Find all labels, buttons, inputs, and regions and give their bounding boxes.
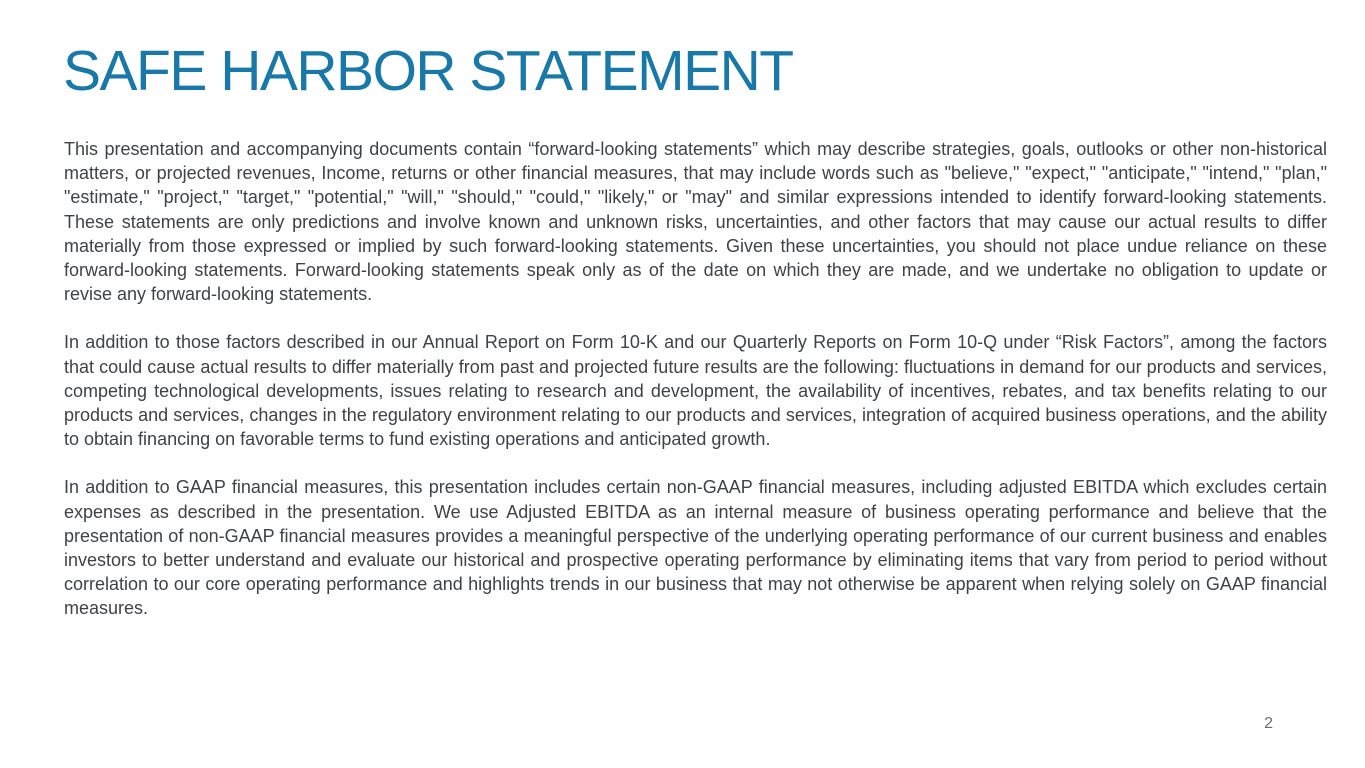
safe-harbor-paragraph-risk-factors: In addition to those factors described in our Annual Report on Form 10-K and our Quarterly Reports on Form 10-Q under “Risk Factors”, among the factors that could cause actual results to differ materially from past and projected future results are the following: fluctuations in demand for our products and services, competing technological developments, issues relating to research and development, the availability of incentives, rebates, and tax benefits relating to our products and services, changes in the regulatory environment relating to our products and services, integration of acquired business operations, and the ability to obtain financing on favorable terms to fund existing operations and anticipated growth. [64, 332, 1327, 450]
safe-harbor-paragraph-forward-looking: This presentation and accompanying documents contain “forward-looking statements” which may describe strategies, goals, outlooks or other non-historical matters, or projected revenues, Income, returns or other financial measures, that may include words such as "believe," "expect," "anticipate," "intend," "plan," "estimate," "project," "target," "potential," "will," "should," "could," "likely," or "may" and similar expressions intended to identify forward-looking statements. These statements are only predictions and involve known and unknown risks, uncertainties, and other factors that may cause our actual results to differ materially from those expressed or implied by such forward-looking statements. Given these uncertainties, you should not place undue reliance on these forward-looking statements. Forward-looking statements speak only as of the date on which they are made, and we undertake no obligation to update or revise any forward-looking statements. [64, 139, 1327, 305]
slide-title: SAFE HARBOR STATEMENT [63, 39, 793, 103]
slide-body [64, 137, 1327, 645]
safe-harbor-paragraph-non-gaap: In addition to GAAP financial measures, this presentation includes certain non-GAAP financial measures, including adjusted EBITDA which excludes certain expenses as described in the presentation. We use Adjusted EBITDA as an internal measure of business operating performance and believe that the presentation of non-GAAP financial measures provides a meaningful perspective of the underlying operating performance of our current business and enables investors to better understand and evaluate our historical and prospective operating performance by eliminating items that vary from period to period without correlation to our core operating performance and highlights trends in our business that may not otherwise be apparent when relying solely on GAAP financial measures. [64, 477, 1327, 619]
page-number: 2 [1264, 715, 1273, 732]
